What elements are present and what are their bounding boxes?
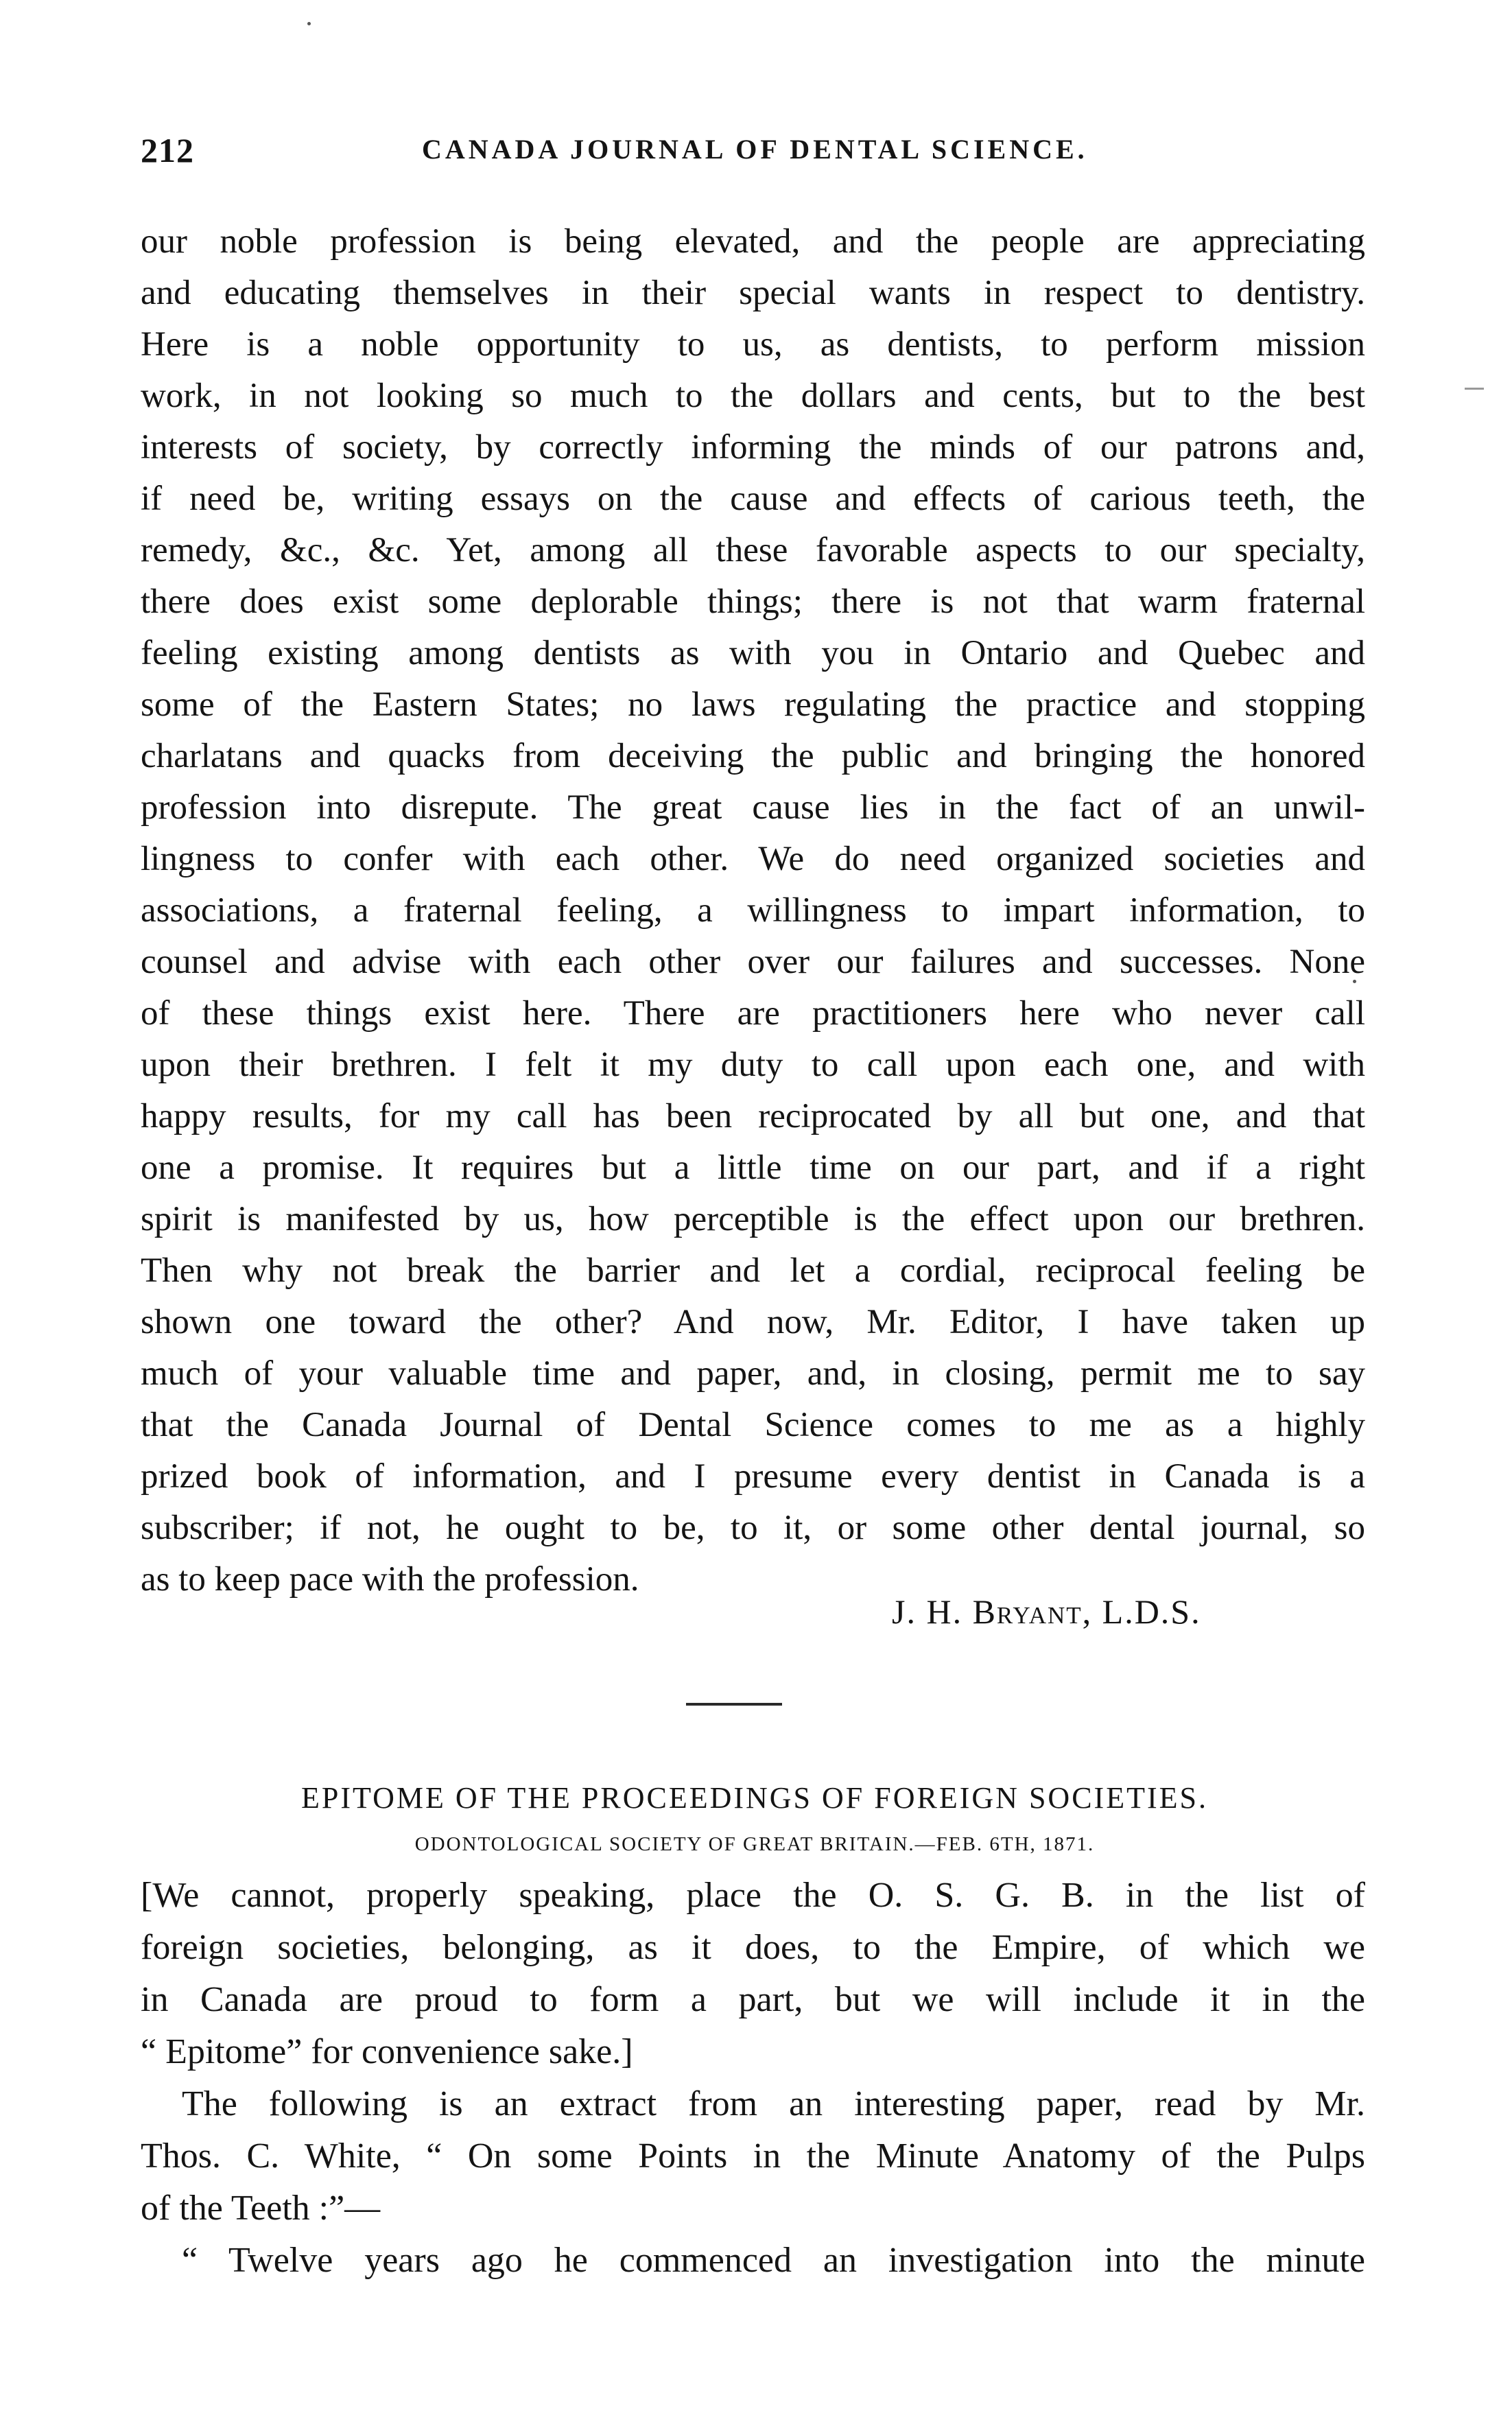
text-line: that the Canada Journal of Dental Science comes to me as a highly [141,1406,1365,1444]
text-line: associations, a fraternal feeling, a willingness to impart information, to [141,891,1365,930]
text-line: in Canada are proud to form a part, but we will include it in the [141,1980,1365,2019]
text-line: foreign societies, belonging, as it does, to the Empire, of which we [141,1928,1365,1967]
section-subtitle: ODONTOLOGICAL SOCIETY OF GREAT BRITAIN.—FEB. 6TH, 1871. [414,1833,1095,1855]
text-line: upon their brethren. I felt it my duty to call upon each one, and with [141,1046,1365,1084]
text-line: shown one toward the other? And now, Mr. Editor, I have taken up [141,1303,1365,1341]
section-body [141,1870,1365,2287]
text-line: much of your valuable time and paper, and, in closing, permit me to say [141,1354,1365,1393]
text-line: subscriber; if not, he ought to be, to it, or some other dental journal, so [141,1509,1365,1547]
text-line: one a promise. It requires but a little time on our part, and if a right [141,1149,1365,1187]
text-line: our noble profession is being elevated, and the people are appreciating [141,222,1365,261]
text-line: lingness to confer with each other. We do need organized societies and [141,840,1365,878]
text-line: profession into disrepute. The great cause lies in the fact of an unwil- [141,788,1365,827]
section-title: EPITOME OF THE PROCEEDINGS OF FOREIGN SOCIETIES. [301,1781,1208,1815]
text-line: charlatans and quacks from deceiving the public and bringing the honored [141,737,1365,775]
text-line: [We cannot, properly speaking, place the O. S. G. B. in the list of [141,1876,1365,1915]
signature-text: J. H. Bryant, L.D.S. [892,1592,1201,1631]
text-line: spirit is manifested by us, how perceptible is the effect upon our brethren. [141,1200,1365,1238]
page-number: 212 [141,131,194,169]
letter-body [141,216,1365,1605]
text-line: some of the Eastern States; no laws regulating the practice and stopping [141,685,1365,724]
text-line: The following is an extract from an interesting paper, read by Mr. [182,2084,1365,2123]
text-line: Thos. C. White, “ On some Points in the Minute Anatomy of the Pulps [141,2136,1365,2176]
text-line: Here is a noble opportunity to us, as dentists, to perform mission [141,325,1365,364]
text-line: “ Epitome” for convenience sake.] [141,2032,633,2071]
text-line: interests of society, by correctly informing the minds of our patrons and, [141,428,1365,467]
text-line: of these things exist here. There are practitioners here who never call [141,994,1365,1033]
text-line: as to keep pace with the profession. [141,1560,639,1599]
page-header [141,130,1365,172]
running-head: CANADA JOURNAL OF DENTAL SCIENCE. [422,134,1088,165]
text-line: remedy, &c., &c. Yet, among all these favorable aspects to our specialty, [141,531,1365,569]
text-line: “ Twelve years ago he commenced an investigation into the minute [182,2241,1365,2280]
text-line: work, in not looking so much to the dollars and cents, but to the best [141,377,1365,415]
text-line: Then why not break the barrier and let a cordial, reciprocal feeling be [141,1251,1365,1290]
letter-signature [892,1592,1201,1632]
text-line: feeling existing among dentists as with you in Ontario and Quebec and [141,634,1365,672]
text-line: happy results, for my call has been reciprocated by all but one, and that [141,1097,1365,1135]
text-line: prized book of information, and I presume every dentist in Canada is a [141,1457,1365,1496]
text-line: of the Teeth :”— [141,2189,381,2228]
scan-mark [1465,388,1484,390]
text-line: and educating themselves in their special wants in respect to dentistry. [141,274,1365,312]
scan-speck [307,22,311,25]
text-line: if need be, writing essays on the cause and effects of carious teeth, the [141,480,1365,518]
text-line: there does exist some deplorable things; there is not that warm fraternal [141,582,1365,621]
text-line: counsel and advise with each other over our failures and successes. None [141,943,1365,981]
section-divider [686,1703,782,1706]
